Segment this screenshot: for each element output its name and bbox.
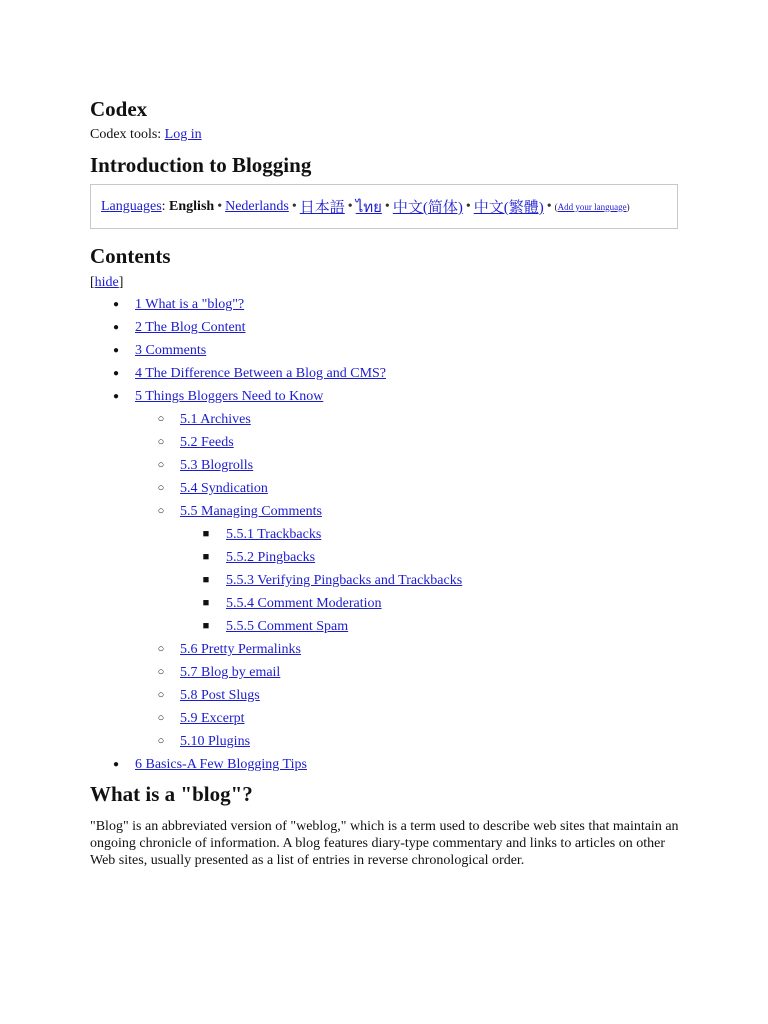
language-link-chinese-simplified[interactable]: 中文(简体) [392, 200, 463, 216]
tools-label: Codex tools: [90, 127, 162, 142]
toc-item-5-5-1 [90, 523, 680, 546]
toc-toggle-open: [ [90, 275, 95, 290]
toc-item-2 [90, 316, 680, 339]
bullet-disc-icon: ● [112, 759, 120, 770]
toc-link[interactable]: 4 The Difference Between a Blog and CMS? [135, 366, 387, 381]
toc-item-1 [90, 293, 680, 316]
bullet-disc-icon: ● [112, 345, 120, 356]
toc-item-3 [90, 339, 680, 362]
toc-link[interactable]: 1 What is a "blog"? [135, 297, 245, 312]
section-title: What is a "blog"? [90, 782, 253, 806]
bullet-circle-icon: ○ [157, 505, 165, 517]
toc-item-5 [90, 385, 680, 408]
add-language-open: ( [554, 201, 558, 212]
language-link-japanese[interactable]: 日本語 [299, 200, 345, 216]
bullet-square-icon: ■ [202, 551, 210, 563]
toc-toggle [90, 273, 680, 293]
toc-list [90, 293, 680, 408]
bullet-circle-icon: ○ [157, 689, 165, 701]
bullet-circle-icon: ○ [157, 459, 165, 471]
toc-link[interactable]: 5 Things Bloggers Need to Know [135, 389, 324, 404]
toc-sublist-5-5 [90, 523, 680, 638]
bullet-circle-icon: ○ [157, 712, 165, 724]
language-separator: • [465, 198, 471, 214]
bullet-square-icon: ■ [202, 574, 210, 586]
language-separator: • [347, 198, 353, 214]
language-link-nederlands[interactable]: Nederlands [225, 198, 289, 214]
login-link[interactable]: Log in [164, 127, 202, 142]
toc-item-5-2 [90, 431, 680, 454]
bullet-circle-icon: ○ [157, 482, 165, 494]
toc-link[interactable]: 5.5.2 Pingbacks [226, 550, 316, 565]
toc-link[interactable]: 5.1 Archives [180, 412, 251, 427]
toc-item-5-5-4 [90, 592, 680, 615]
languages-box [90, 184, 678, 229]
toc-item-5-7 [90, 661, 680, 684]
toc-item-4 [90, 362, 680, 385]
add-language-link[interactable]: Add your language [557, 201, 627, 212]
toc-item-5-8 [90, 684, 680, 707]
toc-link[interactable]: 5.5.3 Verifying Pingbacks and Trackbacks [226, 573, 463, 588]
bullet-square-icon: ■ [202, 528, 210, 540]
languages-colon: : [161, 198, 166, 214]
languages-link[interactable]: Languages [101, 198, 162, 214]
toc-toggle-close: ] [118, 275, 124, 290]
toc-link[interactable]: 5.4 Syndication [180, 481, 268, 496]
toc-item-5-1 [90, 408, 680, 431]
article-title: Introduction to Blogging [90, 153, 312, 177]
toc-hide-link[interactable]: hide [94, 275, 119, 290]
toc-item-5-5-5 [90, 615, 680, 638]
toc-link[interactable]: 5.5.4 Comment Moderation [226, 596, 382, 611]
language-separator: • [546, 198, 552, 214]
toc-link[interactable]: 5.8 Post Slugs [180, 688, 260, 703]
toc-item-5-4 [90, 477, 680, 500]
toc-link[interactable]: 5.2 Feeds [180, 435, 234, 450]
language-separator: • [217, 198, 223, 214]
toc-link[interactable]: 5.9 Excerpt [180, 711, 245, 726]
toc-link[interactable]: 6 Basics-A Few Blogging Tips [135, 757, 307, 772]
toc-sublist-5-cont [90, 638, 680, 753]
toc-sublist-5 [90, 408, 680, 523]
toc-link[interactable]: 3 Comments [135, 343, 207, 358]
toc-item-6 [90, 753, 680, 776]
bullet-circle-icon: ○ [157, 735, 165, 747]
toc-link[interactable]: 5.5.5 Comment Spam [226, 619, 349, 634]
bullet-circle-icon: ○ [157, 666, 165, 678]
toc-list-cont [90, 753, 680, 776]
page-content [90, 94, 680, 869]
bullet-circle-icon: ○ [157, 643, 165, 655]
contents-title: Contents [90, 244, 171, 268]
language-link-thai[interactable]: ไทย [355, 199, 382, 216]
bullet-disc-icon: ● [112, 322, 120, 333]
toc-link[interactable]: 5.7 Blog by email [180, 665, 281, 680]
toc-item-5-5-2 [90, 546, 680, 569]
toc-link[interactable]: 2 The Blog Content [135, 320, 246, 335]
bullet-square-icon: ■ [202, 620, 210, 632]
bullet-circle-icon: ○ [157, 413, 165, 425]
bullet-disc-icon: ● [112, 368, 120, 379]
bullet-disc-icon: ● [112, 391, 120, 402]
toc-item-5-9 [90, 707, 680, 730]
bullet-circle-icon: ○ [157, 436, 165, 448]
language-separator: • [291, 198, 297, 214]
toc-item-5-5 [90, 500, 680, 523]
bullet-disc-icon: ● [112, 299, 120, 310]
toc-link[interactable]: 5.5 Managing Comments [180, 504, 322, 519]
codex-tools [90, 125, 680, 145]
language-separator: • [384, 198, 390, 214]
toc-link[interactable]: 5.6 Pretty Permalinks [180, 642, 301, 657]
toc-link[interactable]: 5.5.1 Trackbacks [226, 527, 322, 542]
add-language-close: ) [626, 201, 630, 212]
toc-link[interactable]: 5.10 Plugins [180, 734, 251, 749]
section-paragraph: "Blog" is an abbreviated version of "weblog," which is a term used to describe web sites that maintain an ongoing chronicle of information. A blog features diary-type commentary and links to articles on other Web sites, usually presented as a list of entries in reverse chronological order. [90, 819, 679, 868]
toc-item-5-3 [90, 454, 680, 477]
site-title: Codex [90, 97, 148, 121]
toc-item-5-10 [90, 730, 680, 753]
bullet-square-icon: ■ [202, 597, 210, 609]
language-link-chinese-traditional[interactable]: 中文(繁體) [473, 200, 544, 216]
language-current: English [169, 198, 215, 214]
toc-link[interactable]: 5.3 Blogrolls [180, 458, 254, 473]
toc-item-5-5-3 [90, 569, 680, 592]
toc-item-5-6 [90, 638, 680, 661]
